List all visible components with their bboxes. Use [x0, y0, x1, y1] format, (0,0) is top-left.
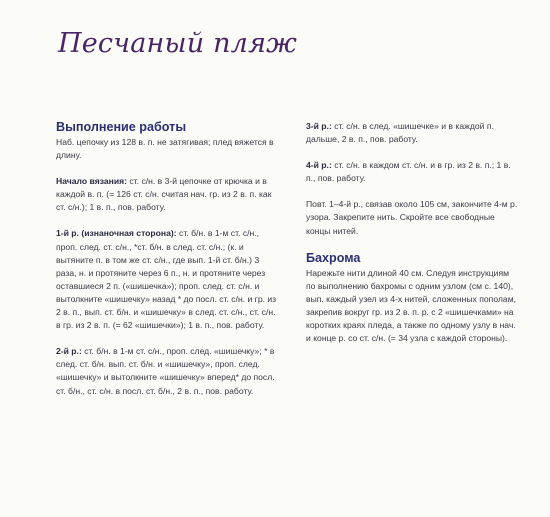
row4-label: 4-й р.: [306, 160, 332, 171]
page-title: Песчаный пляж [58, 28, 298, 59]
start-paragraph [56, 175, 278, 214]
left-column [56, 120, 278, 411]
row3-text: ст. с/н. в след. «шишечке» и в каждой п. дальше, 2 в. п., пов. работу. [306, 121, 494, 145]
row3-paragraph [306, 120, 518, 146]
intro-paragraph: Наб. цепочку из 128 в. п. не затягивая; плед вяжется в длину. [56, 137, 274, 161]
row2-label: 2-й р.: [56, 346, 82, 357]
row2-text: ст. б/н. в 1-м ст. с/н., проп. след. «шишечку»; * в след. ст. б/н. вып. ст. б/н. и «шишечку», проп. след. «шишечку» и вытолкните «шишечку» вперед* до посл. ст. б/н., ст. с/н. в посл. ст. б/н., 2 в. п., пов. работу. [56, 346, 275, 396]
row2-paragraph [56, 345, 278, 397]
section-heading-work: Выполнение работы [56, 120, 187, 134]
row4-paragraph [306, 159, 518, 185]
start-label: Начало вязания: [56, 176, 127, 187]
row1-text: ст. б/н. в 1-м ст. с/н., проп. след. ст. с/н., *ст. б/н. в след. ст. с/н.; (к. и вытяните п. в том же ст. с/н., где вып. 1-й ст. б/н.) 3 раза, н. и протяните через 6 п., н. и протяните через оставшиеся 2 п. («шишечка»); проп. след. ст. с/н. и вытолкните «шишечку» назад * до посл. ст. с/н. и гр. из 2 в. п., вып. ст. б/н. и «шишечку» в след. ст. с/н., ст. с/н. в гр. из 2 в. п. (= 62 «шишечки»); 1 в. п., пов. работу. [56, 228, 277, 331]
row4-text: ст. с/н. в каждом ст. с/н. и в гр. из 2 в. п.; 1 в. п., пов. работу. [306, 160, 511, 184]
row1-label: 1-й р. (изнаночная сторона): [56, 228, 177, 239]
fringe-paragraph: Нарежьте нити длиной 40 см. Следуя инструкциям по выполнению бахромы с одним узлом (см с. 140), вып. каждый узел из 4-х нитей, сложенных пополам, закрепив вокруг гр. из 2 в. п. р. с 2 «шишечками» на коротких краях пледа, а также по одному узлу в нач. и конце р. со ст. с/н. (= 34 узла с каждой стороны). [306, 267, 516, 344]
repeat-paragraph: Повт. 1–4-й р., связав около 105 см, закончите 4-м р. узора. Закрепите нить. Скройте все свободные концы нитей. [306, 199, 518, 236]
right-column [306, 120, 518, 358]
section-heading-fringe: Бахрома [306, 250, 361, 265]
row1-paragraph [56, 227, 278, 332]
row3-label: 3-й р.: [306, 121, 332, 131]
start-text: ст. с/н. в 3-й цепочке от крючка и в каждой в. п. (= 126 ст. с/н. считая нач. гр. из 2 в. п. как ст. с/н.); 1 в. п., пов. работу. [56, 176, 272, 213]
